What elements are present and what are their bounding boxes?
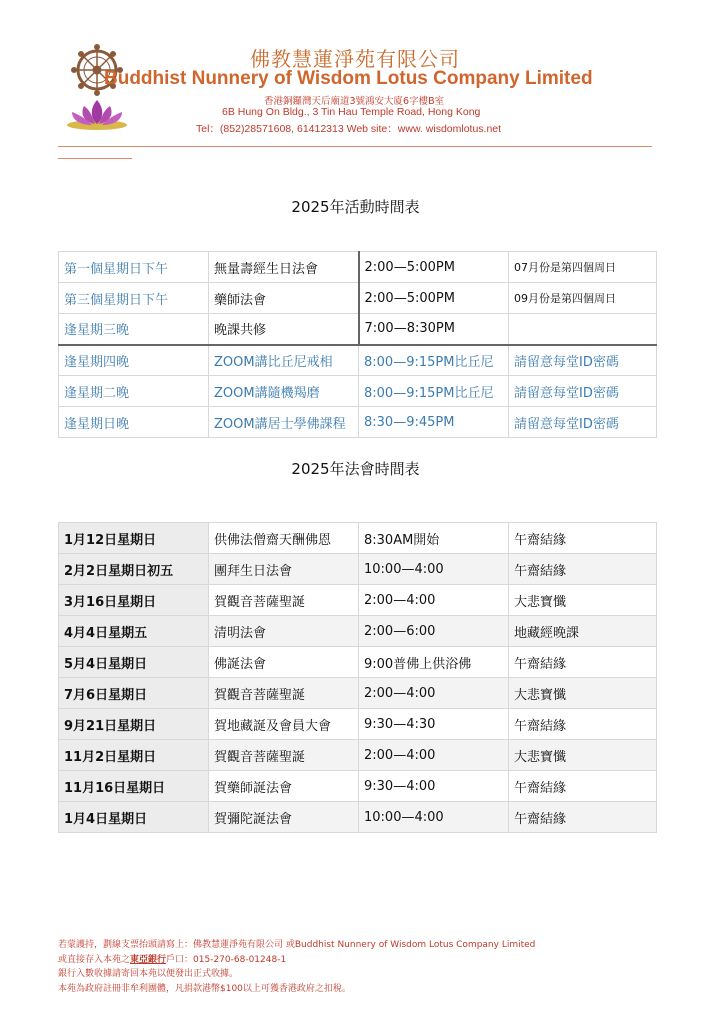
ceremony-time: 9:30—4:30 [359,709,509,740]
footer-text: 或直接存入本苑之 [58,954,131,965]
ceremony-time: 10:00—4:00 [359,802,509,833]
ceremony-date: 1月4日星期日 [59,802,209,833]
ceremony-date: 11月2日星期日 [59,740,209,771]
table-row [59,709,657,740]
ceremony-event: 團拜生日法會 [209,554,359,585]
table-row [59,376,657,407]
table-row [59,345,657,376]
activity-note: 07月份是第四個周日 [509,252,657,283]
ceremony-note: 大悲寶懺 [509,740,657,771]
activity-note: 請留意每堂ID密碼 [509,345,657,376]
ceremony-event: 賀藥師誕法會 [209,771,359,802]
activities-table [58,251,657,438]
activity-time: 8:00—9:15PM比丘尼 [359,345,509,376]
ceremonies-table [58,522,657,833]
table-row [59,283,657,314]
ceremony-time: 8:30AM開始 [359,523,509,554]
ceremony-note: 大悲寶懺 [509,678,657,709]
org-name-en: Buddhist Nunnery of Wisdom Lotus Company Limited [104,68,593,89]
table-row [59,523,657,554]
footer-line [58,953,535,968]
activity-event: ZOOM講比丘尼戒相 [209,345,359,376]
header-divider [58,146,652,147]
table-row [59,678,657,709]
ceremony-note: 午齋結緣 [509,802,657,833]
ceremony-time: 9:00普佛上供浴佛 [359,647,509,678]
table-row [59,407,657,438]
ceremony-event: 賀地藏誕及會員大會 [209,709,359,740]
activity-note: 請留意每堂ID密碼 [509,407,657,438]
ceremony-event: 佛誕法會 [209,647,359,678]
ceremony-event: 供佛法僧齋天酬佛恩 [209,523,359,554]
activity-event: ZOOM講居士學佛課程 [209,407,359,438]
activity-note: 請留意每堂ID密碼 [509,376,657,407]
ceremony-note: 地藏經晚課 [509,616,657,647]
ceremony-time: 2:00—4:00 [359,678,509,709]
org-name-cn: 佛教慧蓮淨苑有限公司 [250,47,460,71]
ceremony-date: 3月16日星期日 [59,585,209,616]
ceremony-date: 7月6日星期日 [59,678,209,709]
table-row [59,554,657,585]
footer-line: 若蒙護持，劃線支票抬頭請寫上：佛教慧蓮淨苑有限公司 或Buddhist Nunnery of Wisdom Lotus Company Limited [58,940,536,950]
activity-time: 7:00—8:30PM [359,314,509,345]
footer-line: 本苑為政府註冊非牟利團體，凡捐款港幣$100以上可獲香港政府之扣稅。 [58,983,351,994]
activity-time: 8:30—9:45PM [359,407,509,438]
ceremony-time: 2:00—4:00 [359,585,509,616]
dharma-wheel-lotus-logo [64,40,134,140]
ceremony-date: 1月12日星期日 [59,523,209,554]
ceremony-event: 賀彌陀誕法會 [209,802,359,833]
table-row [59,585,657,616]
activity-when: 逢星期日晚 [59,407,209,438]
ceremony-event: 賀觀音菩薩聖誕 [209,678,359,709]
table-row [59,740,657,771]
ceremony-date: 9月21日星期日 [59,709,209,740]
ceremony-event: 賀觀音菩薩聖誕 [209,585,359,616]
table-row [59,647,657,678]
ceremony-time: 10:00—4:00 [359,554,509,585]
ceremonies-title: 2025年法會時間表 [291,460,420,478]
activity-event: ZOOM講隨機羯磨 [209,376,359,407]
activity-when: 逢星期二晚 [59,376,209,407]
ceremony-event: 賀觀音菩薩聖誕 [209,740,359,771]
table-row [59,314,657,345]
ceremony-note: 大悲寶懺 [509,585,657,616]
ceremony-date: 5月4日星期日 [59,647,209,678]
table-row [59,616,657,647]
ceremony-date: 11月16日星期日 [59,771,209,802]
table-row [59,771,657,802]
ceremony-note: 午齋結緣 [509,554,657,585]
bank-name: 東亞銀行 [130,954,167,965]
ceremony-note: 午齋結緣 [509,523,657,554]
ceremony-time: 9:30—4:00 [359,771,509,802]
ceremony-note: 午齋結緣 [509,771,657,802]
activity-when: 第三個星期日下午 [59,283,209,314]
lotus-icon [67,100,127,130]
address-cn: 香港銅鑼灣天后廟道3號鴻安大廈6字樓B室 [264,96,445,107]
ceremony-date: 4月4日星期五 [59,616,209,647]
ceremony-time: 2:00—6:00 [359,616,509,647]
activity-note: 09月份是第四個周日 [509,283,657,314]
table-row [59,252,657,283]
bank-account: 戶口：015-270-68-01248-1 [166,954,287,965]
activity-time: 2:00—5:00PM [359,283,509,314]
ceremony-date: 2月2日星期日初五 [59,554,209,585]
activity-when: 逢星期四晚 [59,345,209,376]
ceremony-event: 清明法會 [209,616,359,647]
footer-line: 銀行入數收據請寄回本苑以便發出正式收據。 [58,969,239,979]
header-divider-short [58,158,132,159]
activity-time: 8:00—9:15PM比丘尼 [359,376,509,407]
ceremony-time: 2:00—4:00 [359,740,509,771]
activity-event: 無量壽經生日法會 [209,252,359,283]
activity-time: 2:00—5:00PM [359,252,509,283]
donation-footer [58,938,535,996]
address-en: 6B Hung On Bldg., 3 Tin Hau Temple Road, Hong Kong [222,106,481,118]
contact-info: Tel：(852)28571608, 61412313 Web site：www. wisdomlotus.net [196,123,502,135]
activity-when: 逢星期三晚 [59,314,209,345]
activity-event: 藥師法會 [209,283,359,314]
activity-event: 晚課共修 [209,314,359,345]
ceremony-note: 午齋結緣 [509,709,657,740]
table-row [59,802,657,833]
activities-title: 2025年活動時間表 [291,198,420,216]
activity-when: 第一個星期日下午 [59,252,209,283]
activity-note [509,314,657,345]
ceremony-note: 午齋結緣 [509,647,657,678]
